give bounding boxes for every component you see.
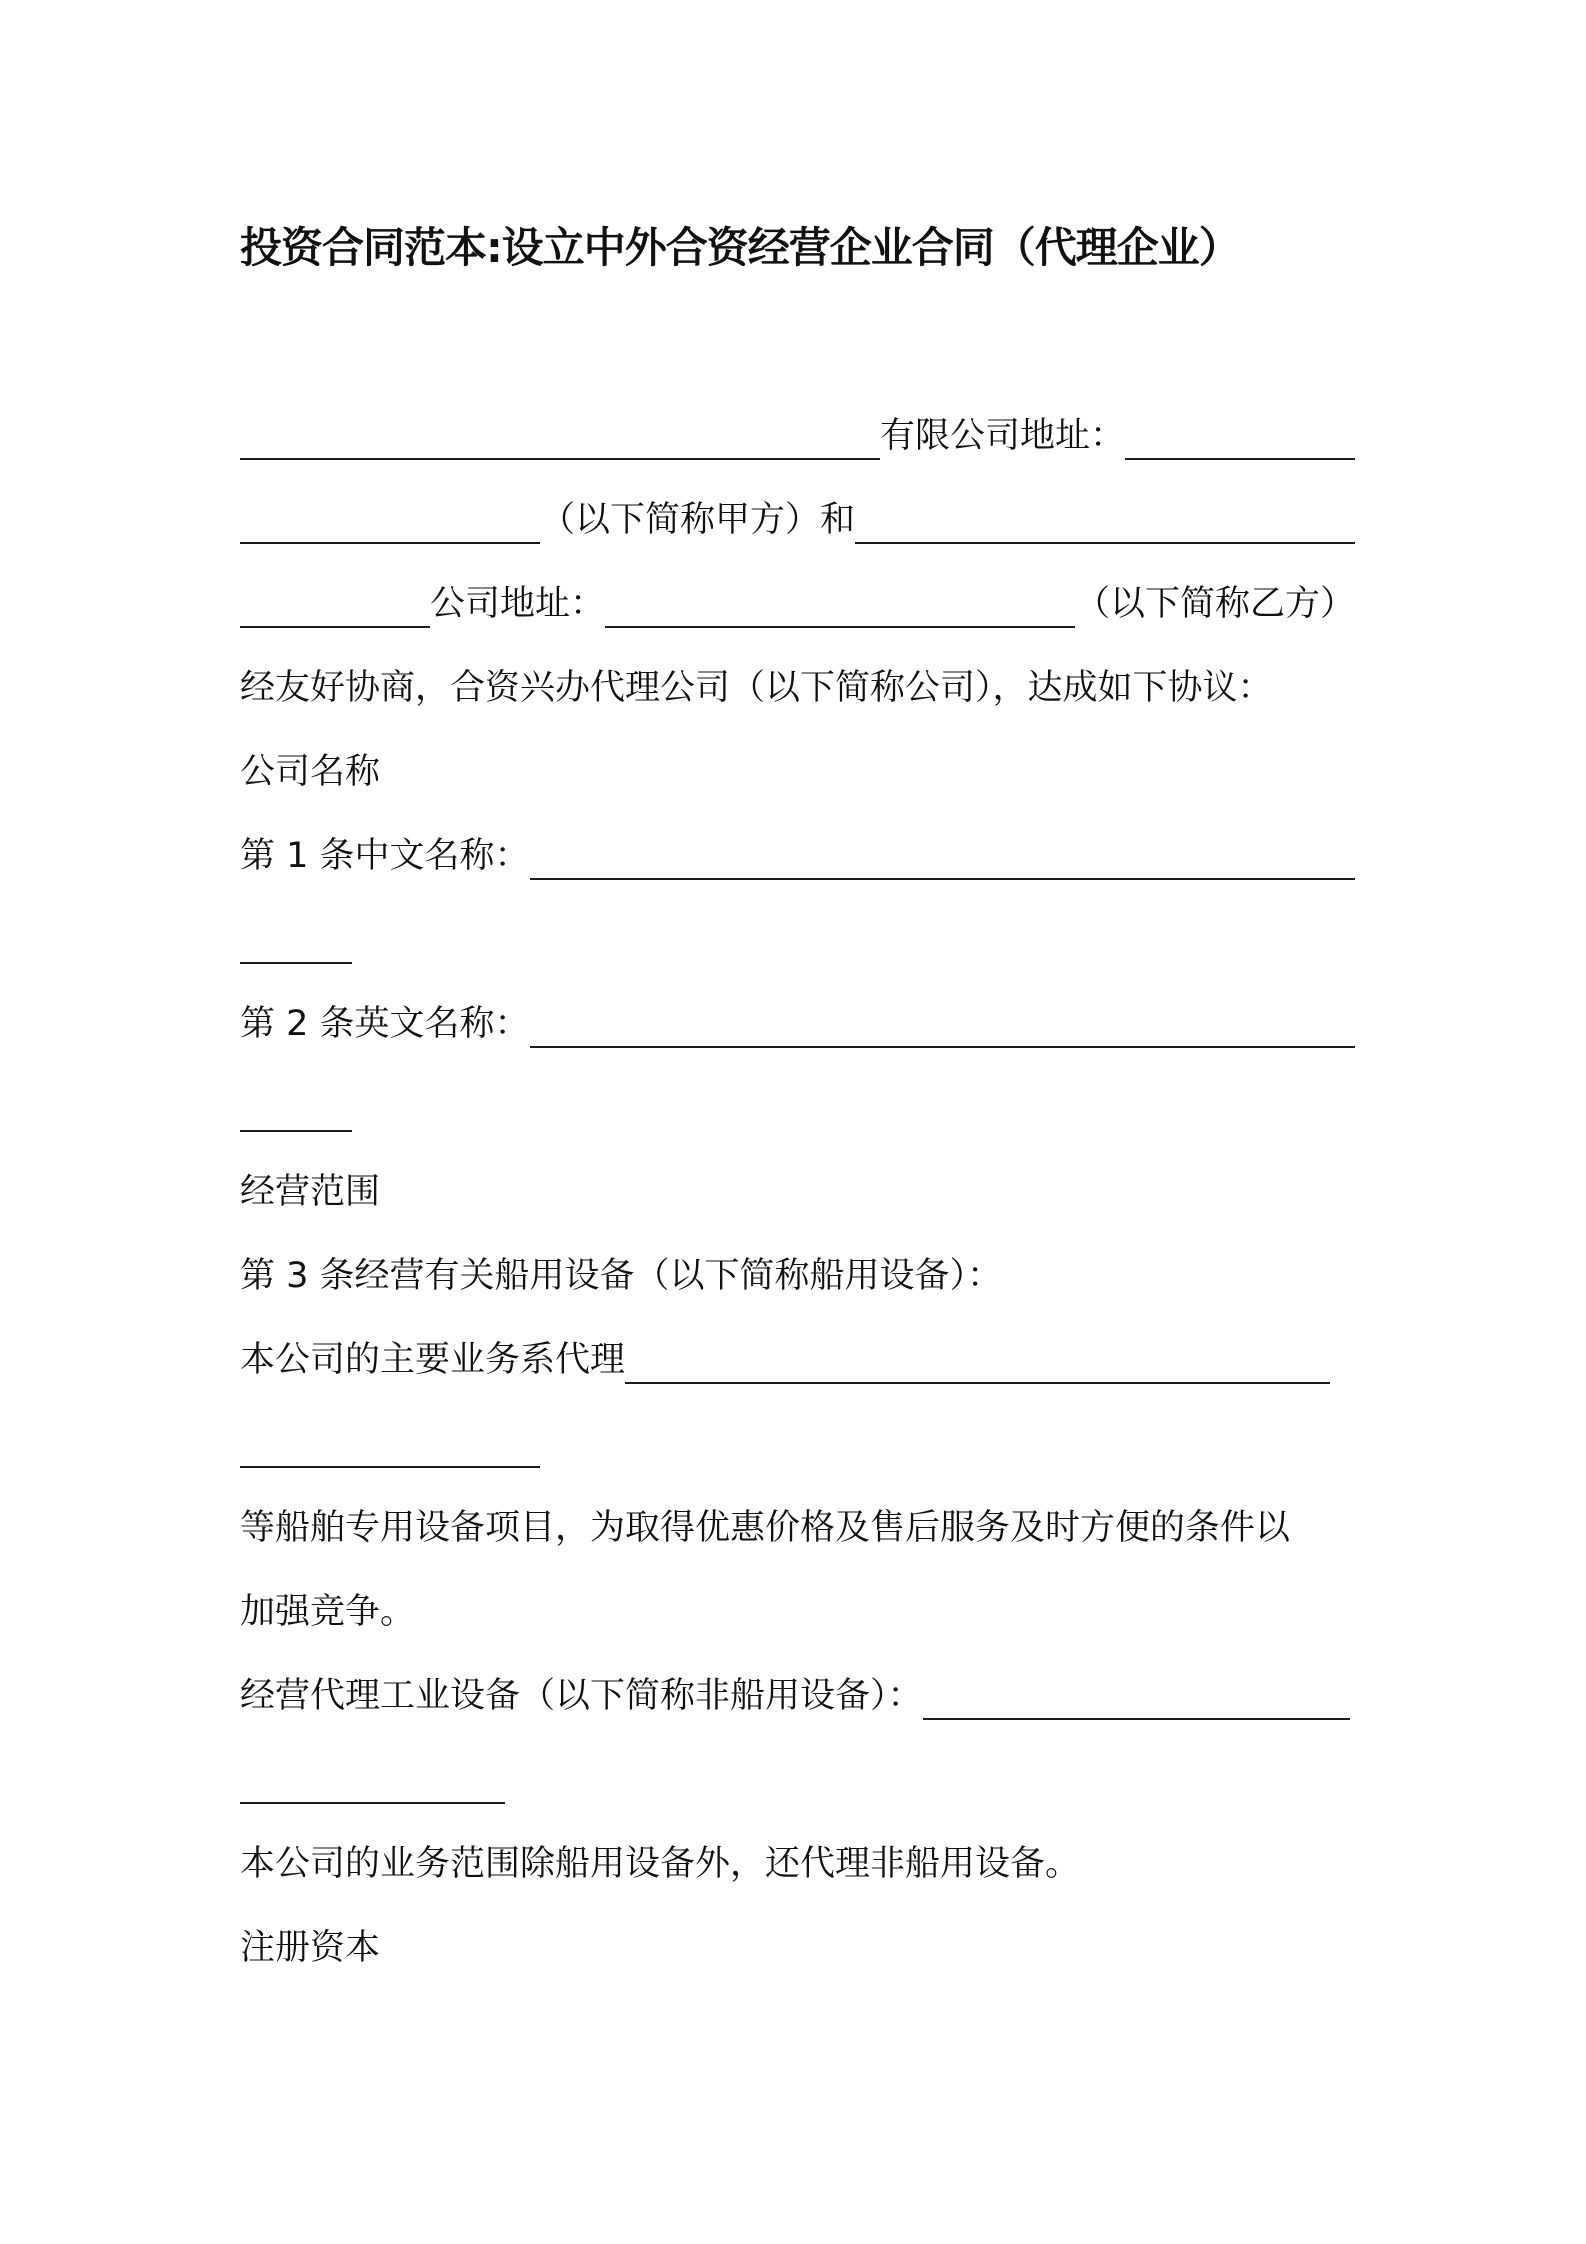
article-3-label: 第 3 条经营有关船用设备（以下简称船用设备）： — [240, 1256, 1003, 1296]
industrial-equipment-blank-cont[interactable] — [240, 1754, 505, 1804]
main-business-blank-cont[interactable] — [240, 1418, 540, 1468]
party-a-address-blank-cont[interactable] — [240, 494, 540, 544]
agreement-intro — [240, 652, 1355, 712]
party-b-name-blank[interactable] — [855, 494, 1355, 544]
marine-items-line-2 — [240, 1576, 1355, 1636]
main-business-blank[interactable] — [625, 1334, 1330, 1384]
party-a-address-label: 有限公司地址： — [880, 416, 1126, 456]
company-name-heading: 公司名称 — [240, 752, 381, 792]
section-heading-company-name — [240, 736, 1355, 796]
main-business-cont — [240, 1408, 1355, 1468]
article-2 — [240, 988, 1355, 1048]
party-b-name-blank-cont[interactable] — [240, 578, 430, 628]
chinese-name-blank-cont[interactable] — [240, 914, 352, 964]
business-scope-heading: 经营范围 — [240, 1172, 381, 1212]
article-1-label: 第 1 条中文名称： — [240, 836, 530, 876]
party-b-line — [240, 568, 1355, 628]
agreement-intro-text: 经友好协商，合资兴办代理公司（以下简称公司），达成如下协议： — [240, 668, 1273, 708]
english-name-blank-cont[interactable] — [240, 1082, 352, 1132]
industrial-equipment-blank[interactable] — [923, 1670, 1350, 1720]
section-heading-business-scope — [240, 1156, 1355, 1216]
section-heading-registered-capital — [240, 1912, 1355, 1972]
party-a-abbr-line — [240, 484, 1355, 544]
main-business-label: 本公司的主要业务系代理 — [240, 1340, 626, 1380]
industrial-equipment-cont — [240, 1744, 1355, 1804]
marine-items-line-1 — [240, 1492, 1355, 1552]
party-a-name-blank[interactable] — [240, 410, 880, 460]
article-2-cont — [240, 1072, 1355, 1132]
marine-items-text-2: 加强竞争。 — [240, 1592, 416, 1632]
non-marine-text: 本公司的业务范围除船用设备外，还代理非船用设备。 — [240, 1844, 1081, 1884]
party-b-abbr-label: （以下简称乙方） — [1074, 584, 1355, 624]
article-2-label: 第 2 条英文名称： — [240, 1004, 530, 1044]
party-a-line — [240, 400, 1355, 460]
party-b-address-blank[interactable] — [605, 578, 1075, 628]
main-business — [240, 1324, 1330, 1384]
industrial-equipment — [240, 1660, 1350, 1720]
english-name-blank[interactable] — [530, 998, 1355, 1048]
registered-capital-heading: 注册资本 — [240, 1928, 381, 1968]
party-b-address-label: 公司地址： — [430, 584, 606, 624]
party-a-address-blank[interactable] — [1125, 410, 1355, 460]
and-conjunction: 和 — [820, 500, 856, 540]
chinese-name-blank[interactable] — [530, 830, 1355, 880]
article-1 — [240, 820, 1355, 880]
non-marine-sentence — [240, 1828, 1355, 1888]
article-1-cont — [240, 904, 1355, 964]
marine-items-text-1: 等船舶专用设备项目，为取得优惠价格及售后服务及时方便的条件以 — [240, 1508, 1291, 1548]
industrial-equipment-label: 经营代理工业设备（以下简称非船用设备）： — [240, 1676, 923, 1716]
article-3 — [240, 1240, 1355, 1300]
document-title: 投资合同范本:设立中外合资经营企业合同（代理企业） — [240, 223, 1240, 272]
party-a-abbr-label: （以下简称甲方） — [540, 500, 821, 540]
